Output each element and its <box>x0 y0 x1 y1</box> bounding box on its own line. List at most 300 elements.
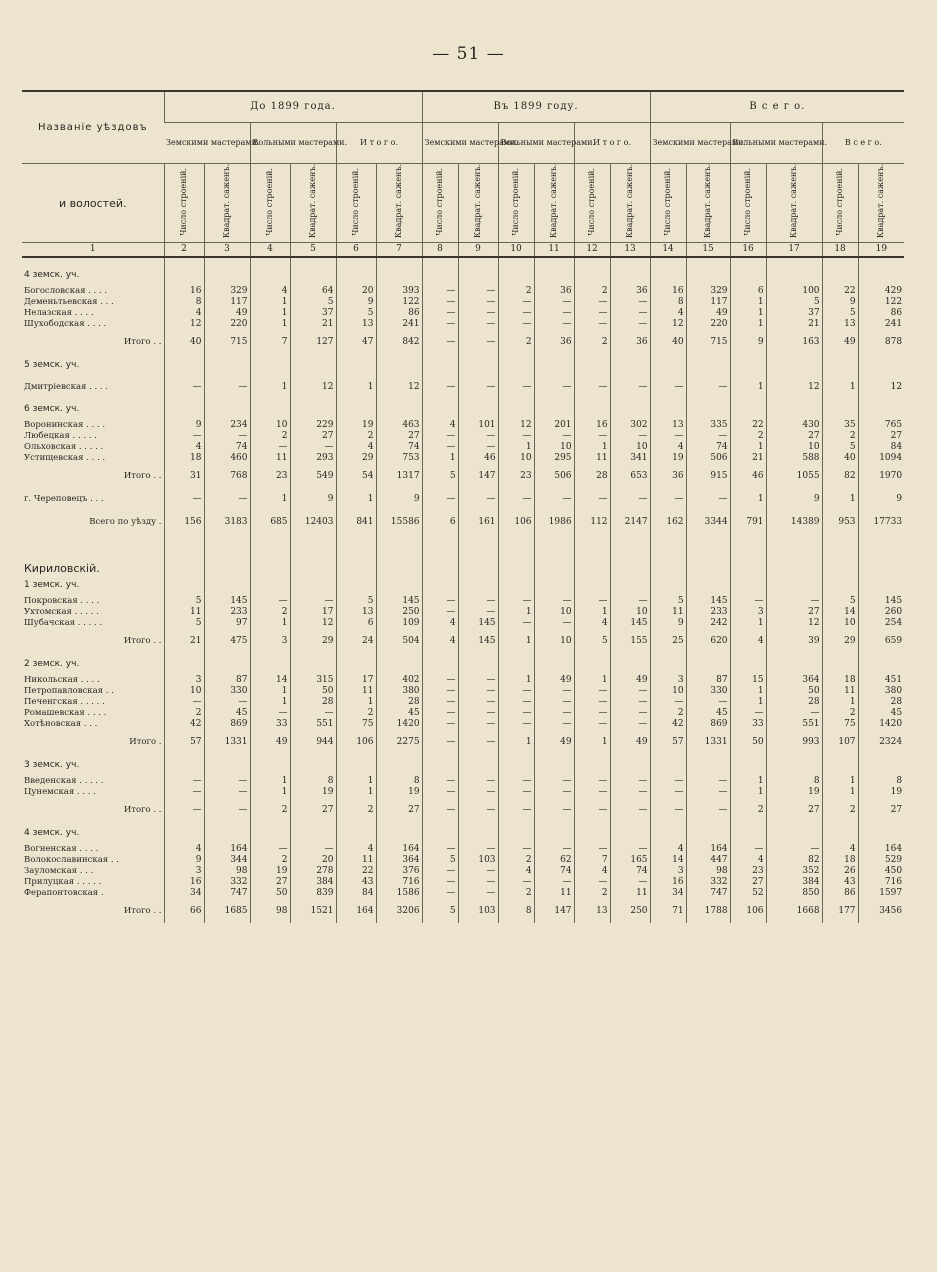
column-index: 10 <box>498 243 534 258</box>
volost-row <box>22 708 904 719</box>
count-cell: 4 <box>336 844 376 855</box>
count-cell: 5 <box>336 308 376 319</box>
volost-row <box>22 596 904 607</box>
count-cell <box>164 534 204 574</box>
count-cell: 2 <box>498 888 534 899</box>
count-cell: — <box>574 686 610 697</box>
area-cell: 36 <box>534 286 574 297</box>
spacer-row <box>22 257 904 264</box>
area-cell: 164 <box>686 844 730 855</box>
area-cell: — <box>458 877 498 888</box>
name-column-title: Названіе уѣздовъ <box>22 91 164 164</box>
count-cell: 57 <box>164 730 204 754</box>
count-cell: 5 <box>164 618 204 629</box>
volost-row <box>22 888 904 899</box>
area-cell: 839 <box>290 888 336 899</box>
count-cell: 40 <box>650 330 686 354</box>
count-header <box>250 164 290 243</box>
volost-row <box>22 488 904 510</box>
count-cell: — <box>730 596 766 607</box>
count-cell: 15 <box>730 675 766 686</box>
group-header-before: До 1899 года. <box>164 91 422 123</box>
area-cell <box>534 822 574 844</box>
area-cell <box>534 264 574 286</box>
count-cell <box>822 574 858 596</box>
area-cell: 8 <box>376 776 422 787</box>
count-cell <box>250 264 290 286</box>
area-header-text: Квадрат. саженъ. <box>472 164 482 239</box>
count-cell: 1 <box>250 686 290 697</box>
area-cell <box>766 398 822 420</box>
area-cell <box>686 264 730 286</box>
area-cell <box>686 754 730 776</box>
area-cell: 10 <box>534 607 574 618</box>
count-cell: 1 <box>574 730 610 754</box>
column-index: 13 <box>610 243 650 258</box>
area-cell <box>686 398 730 420</box>
count-cell: 47 <box>336 330 376 354</box>
area-cell: 10 <box>534 629 574 653</box>
area-cell <box>290 398 336 420</box>
area-cell <box>290 354 336 376</box>
area-cell <box>376 398 422 420</box>
area-header-text: Квадрат. саженъ. <box>393 164 403 239</box>
count-cell: 11 <box>250 453 290 464</box>
area-cell: — <box>204 787 250 798</box>
count-cell: — <box>498 697 534 708</box>
area-cell: 869 <box>204 719 250 730</box>
count-cell: 11 <box>336 686 376 697</box>
count-cell <box>574 653 610 675</box>
area-cell: 241 <box>858 319 904 330</box>
row-label: Прилуцкая . . . . . <box>24 877 102 888</box>
column-index: 15 <box>686 243 730 258</box>
count-cell: — <box>574 776 610 787</box>
area-cell: 74 <box>534 866 574 877</box>
area-cell: 97 <box>204 618 250 629</box>
count-cell: 156 <box>164 510 204 534</box>
area-cell: 451 <box>858 675 904 686</box>
area-cell: 659 <box>858 629 904 653</box>
area-cell <box>534 574 574 596</box>
count-cell <box>498 754 534 776</box>
area-cell: — <box>610 297 650 308</box>
count-cell: 22 <box>336 866 376 877</box>
area-cell: — <box>534 877 574 888</box>
area-cell: 36 <box>534 330 574 354</box>
area-cell: — <box>534 618 574 629</box>
area-cell <box>534 354 574 376</box>
area-cell: 747 <box>204 888 250 899</box>
count-cell <box>574 754 610 776</box>
area-cell: 101 <box>458 420 498 431</box>
row-label: Итого . . <box>123 905 162 916</box>
count-cell: — <box>422 442 458 453</box>
row-label: Ферапонтовская . <box>24 888 104 899</box>
count-cell: 791 <box>730 510 766 534</box>
area-cell: — <box>534 308 574 319</box>
count-cell: — <box>164 776 204 787</box>
count-cell: 1 <box>730 618 766 629</box>
area-cell: — <box>686 376 730 398</box>
count-cell: 5 <box>422 899 458 923</box>
section-name: 3 земск. уч. <box>24 759 80 770</box>
area-cell: — <box>534 787 574 798</box>
count-cell: — <box>422 844 458 855</box>
area-cell: 21 <box>766 319 822 330</box>
area-cell: 17 <box>290 607 336 618</box>
count-cell: 4 <box>650 308 686 319</box>
count-cell: 9 <box>650 618 686 629</box>
count-cell: 35 <box>822 420 858 431</box>
column-index: 14 <box>650 243 686 258</box>
area-cell: — <box>458 675 498 686</box>
area-cell <box>290 822 336 844</box>
count-cell: — <box>422 297 458 308</box>
area-cell: 715 <box>204 330 250 354</box>
count-cell: 9 <box>336 297 376 308</box>
row-label: Воронинская . . . . <box>24 420 106 431</box>
count-cell: — <box>498 877 534 888</box>
count-cell <box>822 354 858 376</box>
area-cell: 376 <box>376 866 422 877</box>
area-cell: 753 <box>376 453 422 464</box>
column-index: 7 <box>376 243 422 258</box>
count-cell: 42 <box>164 719 204 730</box>
area-cell: — <box>458 286 498 297</box>
count-cell: 9 <box>164 420 204 431</box>
count-cell: — <box>250 844 290 855</box>
column-index: 17 <box>766 243 822 258</box>
row-label: Устищевская . . . . <box>24 453 106 464</box>
count-cell: 2 <box>574 286 610 297</box>
count-cell: 84 <box>336 888 376 899</box>
count-cell: 13 <box>650 420 686 431</box>
area-cell <box>458 822 498 844</box>
area-header-text: Квадрат. саженъ. <box>788 164 798 239</box>
area-cell: 8 <box>766 776 822 787</box>
row-label: Ухтомская . . . . . <box>24 607 99 618</box>
count-cell: — <box>250 442 290 453</box>
count-cell <box>164 822 204 844</box>
area-cell <box>376 653 422 675</box>
area-cell: 98 <box>204 866 250 877</box>
area-cell: 551 <box>766 719 822 730</box>
total-row <box>22 899 904 923</box>
row-label: Зауломская . . . <box>24 866 94 877</box>
count-cell: — <box>498 618 534 629</box>
count-cell: 23 <box>250 464 290 488</box>
area-header <box>290 164 336 243</box>
count-cell: 22 <box>730 420 766 431</box>
area-cell: 233 <box>204 607 250 618</box>
total-row <box>22 730 904 754</box>
area-cell: 145 <box>686 596 730 607</box>
area-cell: 49 <box>686 308 730 319</box>
count-cell: 1 <box>730 308 766 319</box>
area-header <box>204 164 250 243</box>
count-header <box>498 164 534 243</box>
count-cell: — <box>164 431 204 442</box>
area-cell: 155 <box>610 629 650 653</box>
count-cell <box>422 574 458 596</box>
area-cell: — <box>458 319 498 330</box>
count-cell: 4 <box>422 629 458 653</box>
area-cell: 117 <box>686 297 730 308</box>
row-label: Любецкая . . . . . <box>24 431 97 442</box>
area-cell: 504 <box>376 629 422 653</box>
count-cell <box>250 398 290 420</box>
count-cell: 1 <box>498 675 534 686</box>
area-header <box>766 164 822 243</box>
total-row <box>22 798 904 822</box>
count-cell <box>574 534 610 574</box>
area-cell <box>686 574 730 596</box>
area-cell: 49 <box>204 308 250 319</box>
subgroup-header: Вольными мастерами. <box>498 123 574 164</box>
count-cell: 2 <box>498 286 534 297</box>
area-cell <box>376 822 422 844</box>
count-cell: 1 <box>822 376 858 398</box>
area-cell: — <box>610 877 650 888</box>
area-header <box>686 164 730 243</box>
count-cell <box>250 754 290 776</box>
count-cell: — <box>422 866 458 877</box>
count-cell <box>822 264 858 286</box>
count-cell: 2 <box>822 798 858 822</box>
count-cell <box>730 653 766 675</box>
area-cell <box>458 398 498 420</box>
area-cell: 27 <box>290 431 336 442</box>
count-cell: — <box>574 798 610 822</box>
area-cell <box>766 534 822 574</box>
count-cell <box>164 264 204 286</box>
count-cell: 10 <box>650 686 686 697</box>
volost-row <box>22 442 904 453</box>
count-cell: 57 <box>650 730 686 754</box>
area-cell: 384 <box>290 877 336 888</box>
count-header <box>336 164 376 243</box>
area-cell <box>858 534 904 574</box>
column-index: 3 <box>204 243 250 258</box>
count-cell: 685 <box>250 510 290 534</box>
area-cell: 380 <box>376 686 422 697</box>
area-cell: — <box>610 776 650 787</box>
area-cell <box>858 754 904 776</box>
area-cell: — <box>686 488 730 510</box>
count-cell <box>650 534 686 574</box>
area-cell: 335 <box>686 420 730 431</box>
area-cell: 5 <box>290 297 336 308</box>
area-cell: — <box>534 686 574 697</box>
area-cell: 84 <box>858 442 904 453</box>
count-cell: 75 <box>822 719 858 730</box>
area-cell: — <box>766 596 822 607</box>
area-cell: 1331 <box>686 730 730 754</box>
count-cell: 5 <box>574 629 610 653</box>
area-cell: — <box>458 719 498 730</box>
count-cell <box>822 653 858 675</box>
count-cell <box>498 534 534 574</box>
count-cell: 6 <box>422 510 458 534</box>
subgroup-header: Вольными мастерами. <box>250 123 336 164</box>
count-header-text: Число строеній. <box>742 167 752 236</box>
area-cell: 1986 <box>534 510 574 534</box>
area-cell: — <box>686 776 730 787</box>
subgroup-header: Земскими мастерами. <box>422 123 498 164</box>
row-label: Вогненская . . . . <box>24 844 99 855</box>
count-cell: 4 <box>422 618 458 629</box>
area-cell: 429 <box>858 286 904 297</box>
area-cell: 62 <box>534 855 574 866</box>
area-cell: — <box>204 776 250 787</box>
count-cell: 75 <box>336 719 376 730</box>
count-cell: 2 <box>730 431 766 442</box>
area-cell: — <box>204 798 250 822</box>
count-cell <box>822 754 858 776</box>
count-cell: — <box>574 488 610 510</box>
area-cell <box>534 653 574 675</box>
count-cell: 10 <box>164 686 204 697</box>
area-cell: — <box>458 431 498 442</box>
area-cell: 122 <box>376 297 422 308</box>
area-cell: 164 <box>858 844 904 855</box>
count-cell: 5 <box>822 308 858 319</box>
area-cell <box>204 534 250 574</box>
area-cell: 12 <box>766 618 822 629</box>
count-cell: 54 <box>336 464 376 488</box>
count-cell: — <box>422 877 458 888</box>
count-cell: 1 <box>730 776 766 787</box>
area-cell: 145 <box>204 596 250 607</box>
count-cell: 1 <box>730 686 766 697</box>
count-cell: 7 <box>250 330 290 354</box>
count-cell: 11 <box>822 686 858 697</box>
count-cell: 16 <box>650 286 686 297</box>
area-cell: 28 <box>290 697 336 708</box>
area-cell <box>766 653 822 675</box>
area-cell: — <box>458 686 498 697</box>
total-row <box>22 330 904 354</box>
area-cell: 74 <box>686 442 730 453</box>
count-cell: — <box>574 844 610 855</box>
area-cell <box>204 264 250 286</box>
area-cell: 9 <box>858 488 904 510</box>
count-cell: 106 <box>336 730 376 754</box>
count-header-text: Число строеній. <box>264 167 274 236</box>
section-row <box>22 354 904 376</box>
count-cell: — <box>650 431 686 442</box>
row-label: Волокославинская . . <box>24 855 119 866</box>
column-index: 1 <box>22 243 164 258</box>
count-cell: — <box>498 719 534 730</box>
area-cell: 27 <box>858 798 904 822</box>
total-row <box>22 464 904 488</box>
count-header-text: Число строеній. <box>662 167 672 236</box>
area-cell <box>766 822 822 844</box>
area-cell: 384 <box>766 877 822 888</box>
count-cell <box>336 354 376 376</box>
area-cell: 82 <box>766 855 822 866</box>
count-cell: — <box>422 376 458 398</box>
count-cell: 13 <box>574 899 610 923</box>
area-cell: — <box>534 297 574 308</box>
area-cell: 341 <box>610 453 650 464</box>
count-cell: 1 <box>336 488 376 510</box>
count-cell: 1 <box>336 776 376 787</box>
count-header-text: Число строеній. <box>178 167 188 236</box>
count-cell: 25 <box>650 629 686 653</box>
area-cell <box>534 398 574 420</box>
area-cell: 12403 <box>290 510 336 534</box>
area-cell: 74 <box>204 442 250 453</box>
section-row <box>22 822 904 844</box>
count-cell <box>822 398 858 420</box>
count-cell <box>336 754 376 776</box>
area-cell: 12 <box>290 376 336 398</box>
area-cell: 145 <box>610 618 650 629</box>
area-cell: 19 <box>290 787 336 798</box>
count-cell: — <box>422 308 458 319</box>
area-cell: — <box>610 697 650 708</box>
area-cell: — <box>610 787 650 798</box>
count-cell: 3 <box>164 675 204 686</box>
count-cell: — <box>422 708 458 719</box>
column-index: 2 <box>164 243 204 258</box>
count-cell <box>336 264 376 286</box>
area-cell: — <box>534 488 574 510</box>
area-cell: 19 <box>376 787 422 798</box>
area-cell <box>376 264 422 286</box>
count-cell: — <box>574 308 610 319</box>
section-row <box>22 754 904 776</box>
count-cell: — <box>164 798 204 822</box>
page-number: — 51 — <box>432 44 505 64</box>
count-cell: 13 <box>336 319 376 330</box>
count-cell: 841 <box>336 510 376 534</box>
count-cell: 14 <box>250 675 290 686</box>
area-cell: 103 <box>458 899 498 923</box>
area-cell: 49 <box>610 730 650 754</box>
count-cell: 2 <box>574 330 610 354</box>
column-index: 18 <box>822 243 858 258</box>
count-cell <box>730 398 766 420</box>
area-cell: 329 <box>204 286 250 297</box>
count-cell: 1 <box>822 776 858 787</box>
area-cell <box>204 574 250 596</box>
row-label: Итого . . <box>123 804 162 815</box>
count-cell: 1 <box>730 787 766 798</box>
count-cell: — <box>422 286 458 297</box>
area-header-text: Квадрат. саженъ. <box>624 164 634 239</box>
count-cell: 4 <box>822 844 858 855</box>
count-cell <box>650 574 686 596</box>
count-cell: 10 <box>498 453 534 464</box>
area-cell <box>858 354 904 376</box>
area-cell: 302 <box>610 420 650 431</box>
area-cell: 165 <box>610 855 650 866</box>
count-cell: — <box>498 708 534 719</box>
area-cell: 8 <box>858 776 904 787</box>
count-cell: — <box>498 297 534 308</box>
area-cell: 15586 <box>376 510 422 534</box>
count-cell <box>250 653 290 675</box>
count-cell: 2 <box>498 855 534 866</box>
area-cell: — <box>610 308 650 319</box>
area-cell <box>290 264 336 286</box>
count-cell: 107 <box>822 730 858 754</box>
count-cell: 2 <box>822 431 858 442</box>
